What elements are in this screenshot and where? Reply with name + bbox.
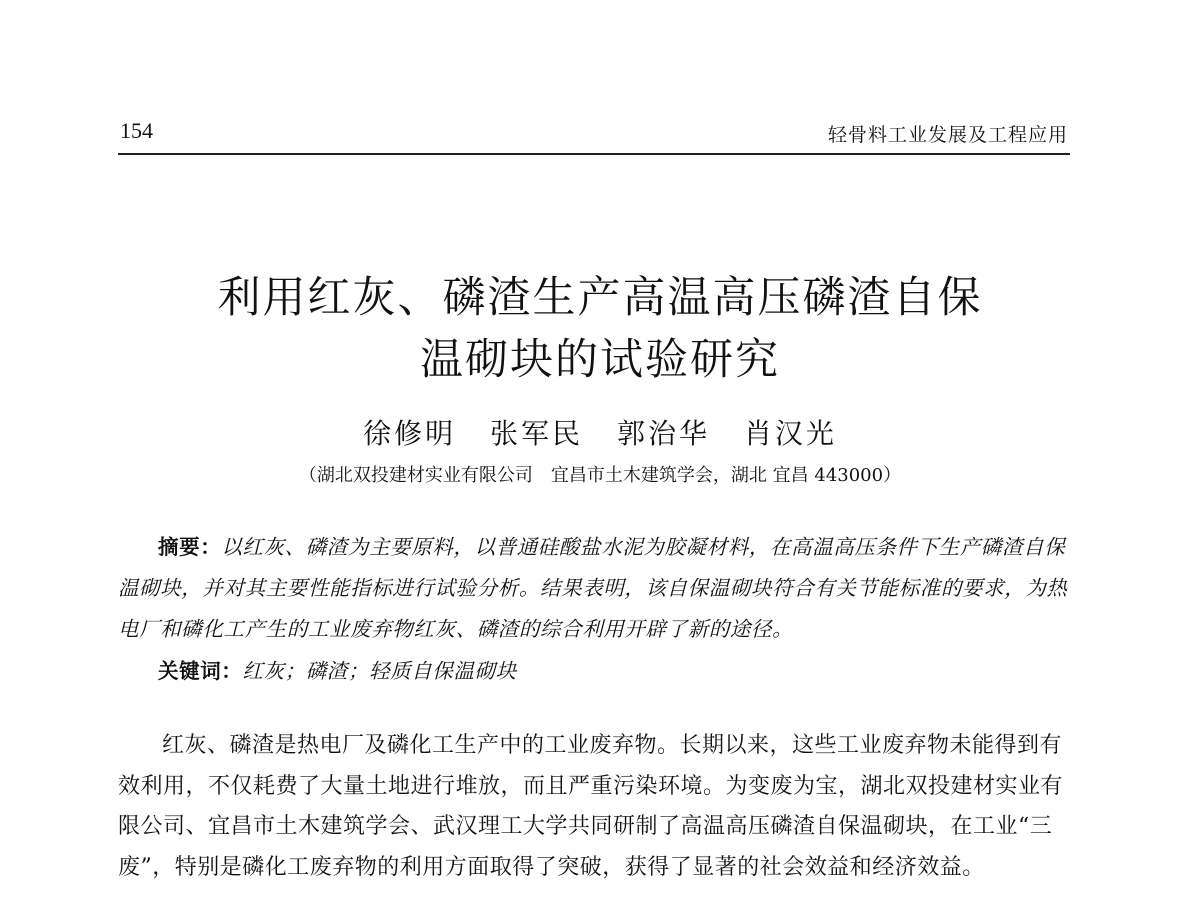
- abstract: [118, 527, 1068, 650]
- abstract-label: 摘要：: [158, 535, 222, 559]
- keywords-label: 关键词：: [158, 659, 243, 683]
- body-paragraph: 红灰、磷渣是热电厂及磷化工生产中的工业废弃物。长期以来，这些工业废弃物未能得到有效利用，不仅耗费了大量土地进行堆放，而且严重污染环境。为变废为宝，湖北双投建材实业有限公司、宜昌市土木建筑学会、武汉理工大学共同研制了高温高压磷渣自保温砌块，在工业“三废”，特别是磷化工废弃物的利用方面取得了突破，获得了显著的社会效益和经济效益。: [118, 733, 1064, 880]
- affiliation: （湖北双投建材实业有限公司 宜昌市土木建筑学会，湖北 宜昌 443000）: [298, 465, 902, 486]
- keywords-text: 红灰；磷渣；轻质自保温砌块: [242, 659, 517, 683]
- authors: 徐修明 张军民 郭治华 肖汉光: [363, 417, 837, 450]
- page-number: 154: [120, 118, 153, 143]
- running-title: 轻骨料工业发展及工程应用: [827, 124, 1068, 146]
- article-title-line-1: 利用红灰、磷渣生产高温高压磷渣自保: [217, 273, 983, 323]
- article-title-line-2: 温砌块的试验研究: [420, 335, 780, 385]
- keywords: [158, 654, 517, 684]
- abstract-text: 以红灰、磷渣为主要原料，以普通硅酸盐水泥为胶凝材料，在高温高压条件下生产磷渣自保温砌块，并对其主要性能指标进行试验分析。结果表明，该自保温砌块符合有关节能标准的要求，为热电厂和磷化工产生的工业废弃物红灰、磷渣的综合利用开辟了新的途径。: [118, 535, 1068, 641]
- header-rule: [118, 153, 1070, 155]
